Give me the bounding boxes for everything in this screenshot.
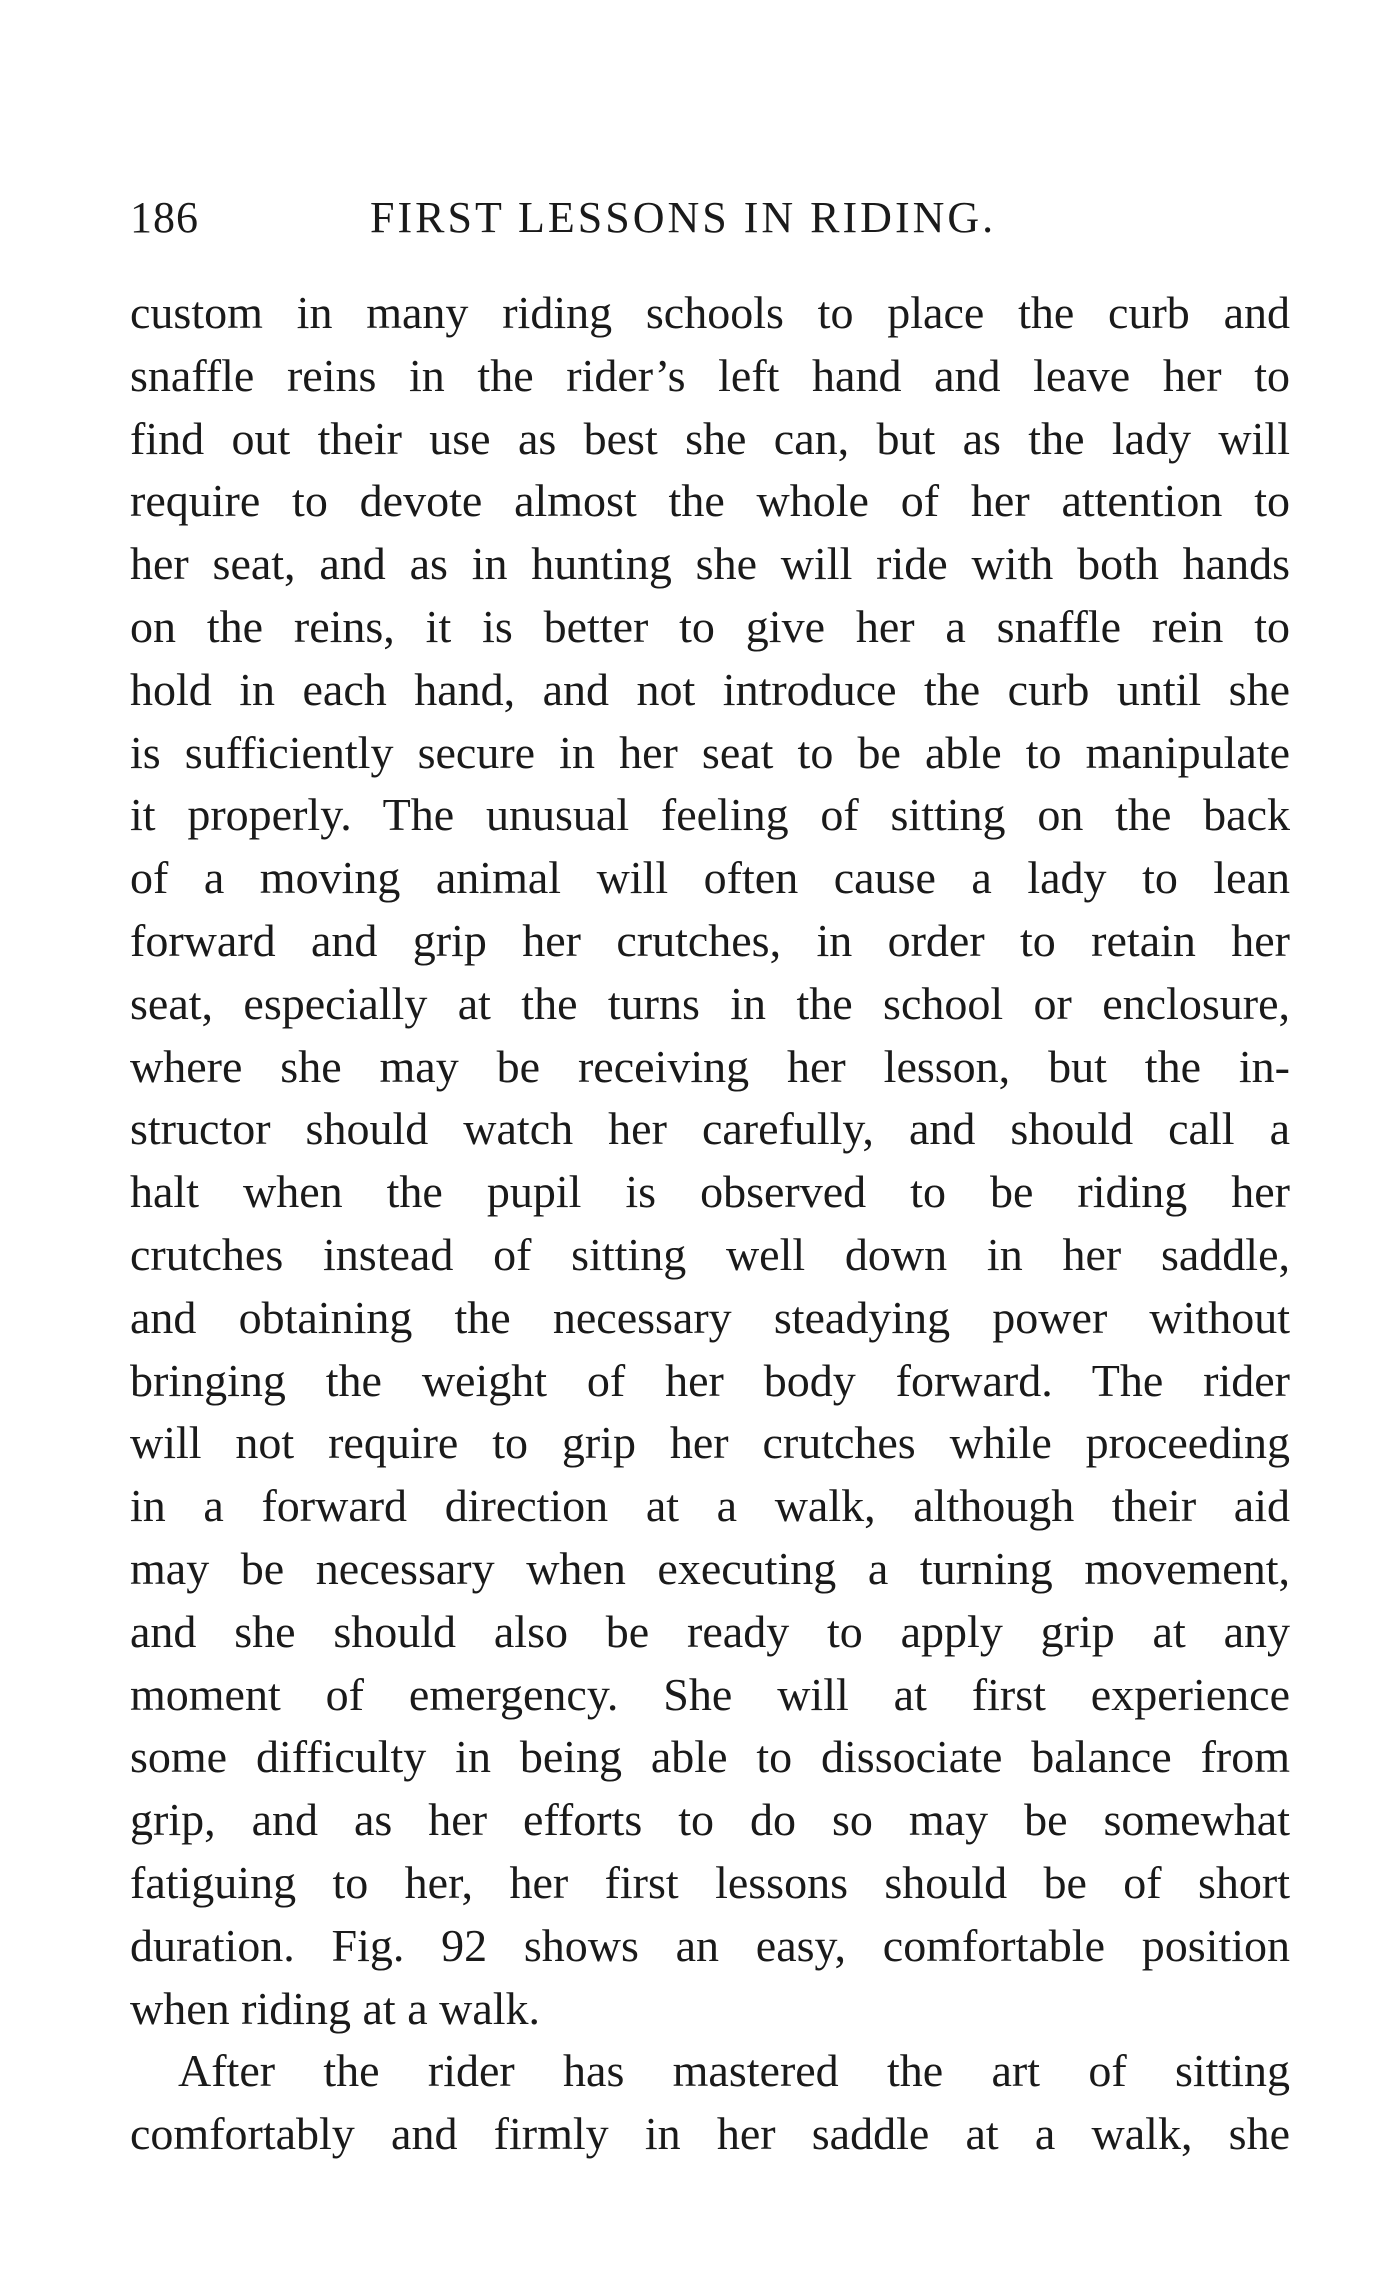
text-line: require to devote almost the whole of her attention to: [130, 475, 1290, 527]
text-line: her seat, and as in hunting she will ride with both hands: [130, 538, 1290, 590]
text-line: of a moving animal will often cause a lady to lean: [130, 852, 1290, 904]
text-line: in a forward direction at a walk, although their aid: [130, 1480, 1290, 1532]
text-line: grip, and as her efforts to do so may be somewhat: [130, 1794, 1290, 1846]
text-line: comfortably and firmly in her saddle at a walk, she: [130, 2108, 1290, 2160]
text-line: crutches instead of sitting well down in her saddle,: [130, 1228, 1290, 1280]
text-line: will not require to grip her crutches while proceeding: [130, 1417, 1290, 1469]
running-title: FIRST LESSONS IN RIDING.: [370, 193, 997, 242]
text-line: duration. Fig. 92 shows an easy, comfortable position: [130, 1919, 1290, 1971]
text-line: some difficulty in being able to dissociate balance from: [130, 1731, 1290, 1783]
text-line: halt when the pupil is observed to be riding her: [130, 1166, 1290, 1218]
text-line: where she may be receiving her lesson, but the in-: [130, 1040, 1290, 1092]
running-head: [130, 188, 1280, 248]
text-line: hold in each hand, and not introduce the curb until she: [130, 663, 1290, 715]
text-line: After the rider has mastered the art of sitting: [178, 2045, 1290, 2097]
text-line: seat, especially at the turns in the school or enclosure,: [130, 977, 1290, 1029]
text-line: may be necessary when executing a turning movement,: [130, 1542, 1290, 1594]
text-line: custom in many riding schools to place the curb and: [130, 287, 1290, 338]
text-line: snaffle reins in the rider’s left hand and leave her to: [130, 349, 1290, 401]
text-line: and obtaining the necessary steadying power without: [130, 1291, 1290, 1343]
text-line: structor should watch her carefully, and should call a: [130, 1103, 1290, 1155]
text-line: bringing the weight of her body forward. The rider: [130, 1354, 1290, 1406]
text-line: forward and grip her crutches, in order to retain her: [130, 914, 1290, 966]
page-number: 186: [130, 193, 199, 242]
text-line: fatiguing to her, her first lessons should be of short: [130, 1856, 1290, 1908]
body-text: [130, 282, 1290, 2166]
text-line: is sufficiently secure in her seat to be able to manipulate: [130, 726, 1290, 778]
text-line: when riding at a walk.: [130, 1982, 541, 2034]
text-line: moment of emergency. She will at first experience: [130, 1668, 1290, 1720]
text-line: find out their use as best she can, but as the lady will: [130, 412, 1290, 464]
text-line: on the reins, it is better to give her a snaffle rein to: [130, 600, 1290, 652]
text-line: and she should also be ready to apply grip at any: [130, 1605, 1290, 1657]
text-line: it properly. The unusual feeling of sitting on the back: [130, 789, 1290, 841]
